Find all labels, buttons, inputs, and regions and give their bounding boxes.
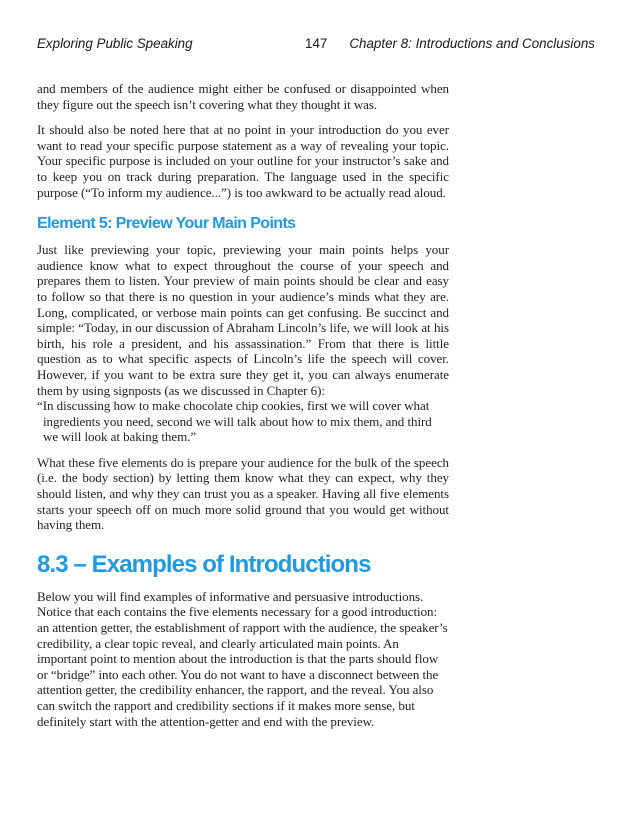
paragraph-continued: and members of the audience might either be confused or disappointed when they figure out the speech isn’t covering what they thought it was. (37, 81, 449, 112)
heading-element-5: Element 5: Preview Your Main Points (37, 215, 296, 233)
paragraph-preview: Just like previewing your topic, previewing your main points helps your audience know what to expect throughout the course of your speech and prepares them to listen. Your preview of main points should be clear and easy to follow so that there is no question in your audience’s minds what they are. Long, complicated, or verbose main points can get confusing. Be succinct and simple: “Today, in our discussion of Abraham Lincoln’s life, we will look at his birth, his role a president, and his assassination.” From that there is little question as to what specific aspects of Lincoln’s life the speech will cover. However, if you want to be extra sure they get it, you can always enumerate them by using signposts (as we discussed in Chapter 6): (37, 242, 449, 398)
running-header (37, 36, 595, 54)
paragraph-five-elements: What these five elements do is prepare your audience for the bulk of the speech (i.e. the body section) by letting them know what they can expect, why they should listen, and why they can trust you as a speaker. Having all five elements starts your speech off on much more solid ground that you would get without having them. (37, 454, 449, 533)
quote-cookies: “In discussing how to make chocolate chip cookies, first we will cover what ingredients you need, second we will talk about how to mix them, and third we will look at baking them.” (37, 398, 432, 445)
book-title: Exploring Public Speaking (37, 36, 193, 51)
page-content (37, 81, 449, 739)
paragraph-specific-purpose: It should also be noted here that at no point in your introduction do you ever want to read your specific purpose statement as a way of revealing your topic. Your specific purpose is included on your outline for your instructor’s sake and to keep you on track during preparation. The language used in the specific purpose (“To inform my audience...”) is too awkward to be actually read aloud. (37, 122, 449, 200)
page-number: 147 (305, 36, 328, 51)
paragraph-examples: Below you will find examples of informative and persuasive introductions. Notice that each contains the five elements necessary for a good introduction: an attention getter, the establishment of rapport with the audience, the speaker’s credibility, a clear topic reveal, and clearly articulated main points. An important point to mention about the introduction is that the parts should flow or “bridge” into each other. You do not want to have a disconnect between the attention getter, the credibility enhancer, the rapport, and the reveal. You also can switch the rapport and credibility sections if it makes more sense, but definitely start with the attention-getter and end with the preview. (37, 588, 448, 729)
section-heading: 8.3 – Examples of Introductions (37, 550, 371, 578)
chapter-title: Chapter 8: Introductions and Conclusions (349, 36, 595, 51)
